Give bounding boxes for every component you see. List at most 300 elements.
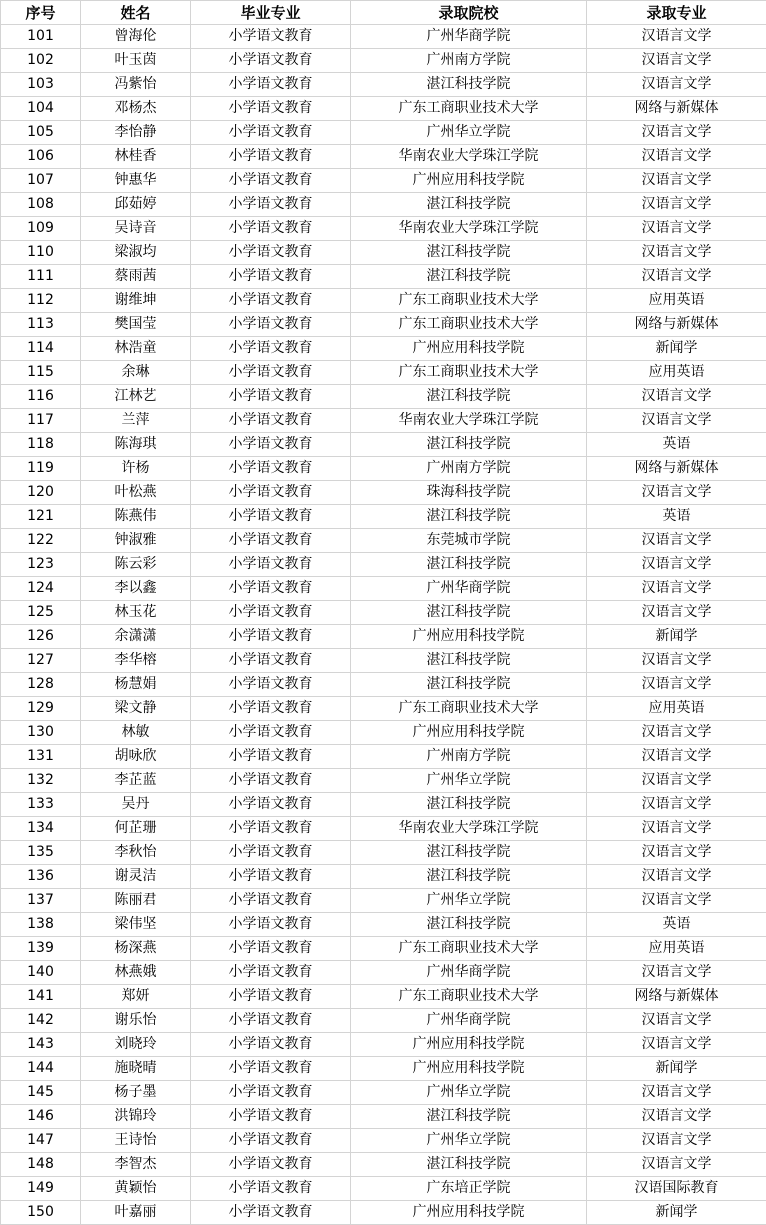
cell-admitted-major: 汉语言文学: [587, 529, 766, 553]
cell-name: 曾海伦: [81, 25, 191, 49]
cell-admitted-school: 广东工商职业技术大学: [351, 697, 587, 721]
cell-name: 李芷蓝: [81, 769, 191, 793]
cell-admitted-major: 新闻学: [587, 337, 766, 361]
cell-index: 112: [1, 289, 81, 313]
cell-graduation-major: 小学语文教育: [191, 625, 351, 649]
table-row: [1, 1009, 766, 1033]
cell-graduation-major: 小学语文教育: [191, 1201, 351, 1225]
cell-graduation-major: 小学语文教育: [191, 817, 351, 841]
table-row: [1, 25, 766, 49]
cell-admitted-school: 广州华立学院: [351, 769, 587, 793]
cell-index: 139: [1, 937, 81, 961]
table-row: [1, 193, 766, 217]
table-row: [1, 697, 766, 721]
cell-index: 117: [1, 409, 81, 433]
cell-admitted-school: 广州华立学院: [351, 1129, 587, 1153]
cell-admitted-major: 汉语言文学: [587, 649, 766, 673]
cell-admitted-school: 华南农业大学珠江学院: [351, 817, 587, 841]
cell-graduation-major: 小学语文教育: [191, 937, 351, 961]
table-row: [1, 361, 766, 385]
cell-name: 梁文静: [81, 697, 191, 721]
cell-index: 136: [1, 865, 81, 889]
cell-index: 104: [1, 97, 81, 121]
cell-graduation-major: 小学语文教育: [191, 793, 351, 817]
table-row: [1, 1033, 766, 1057]
cell-admitted-school: 湛江科技学院: [351, 193, 587, 217]
cell-admitted-school: 广州应用科技学院: [351, 625, 587, 649]
header-name: 姓名: [81, 1, 191, 25]
cell-admitted-major: 网络与新媒体: [587, 985, 766, 1009]
cell-name: 刘晓玲: [81, 1033, 191, 1057]
cell-index: 133: [1, 793, 81, 817]
cell-index: 144: [1, 1057, 81, 1081]
cell-graduation-major: 小学语文教育: [191, 673, 351, 697]
cell-graduation-major: 小学语文教育: [191, 265, 351, 289]
cell-graduation-major: 小学语文教育: [191, 169, 351, 193]
cell-name: 杨子墨: [81, 1081, 191, 1105]
cell-index: 146: [1, 1105, 81, 1129]
cell-name: 钟惠华: [81, 169, 191, 193]
cell-index: 109: [1, 217, 81, 241]
cell-name: 谢灵洁: [81, 865, 191, 889]
cell-name: 何芷珊: [81, 817, 191, 841]
cell-name: 谢维坤: [81, 289, 191, 313]
table-row: [1, 601, 766, 625]
cell-name: 胡咏欣: [81, 745, 191, 769]
cell-admitted-school: 湛江科技学院: [351, 649, 587, 673]
table-row: [1, 625, 766, 649]
cell-admitted-school: 广州华商学院: [351, 25, 587, 49]
cell-index: 107: [1, 169, 81, 193]
cell-admitted-major: 汉语言文学: [587, 553, 766, 577]
table-row: [1, 49, 766, 73]
table-row: [1, 793, 766, 817]
cell-index: 126: [1, 625, 81, 649]
cell-name: 黄颖怡: [81, 1177, 191, 1201]
cell-index: 135: [1, 841, 81, 865]
cell-admitted-major: 汉语言文学: [587, 841, 766, 865]
cell-graduation-major: 小学语文教育: [191, 313, 351, 337]
cell-index: 103: [1, 73, 81, 97]
cell-name: 林玉花: [81, 601, 191, 625]
table-row: [1, 1153, 766, 1177]
cell-name: 余琳: [81, 361, 191, 385]
cell-admitted-school: 湛江科技学院: [351, 913, 587, 937]
cell-admitted-school: 广州华商学院: [351, 577, 587, 601]
table-row: [1, 433, 766, 457]
cell-name: 李华榕: [81, 649, 191, 673]
cell-admitted-major: 汉语言文学: [587, 481, 766, 505]
table-row: [1, 865, 766, 889]
table-row: [1, 313, 766, 337]
cell-admitted-major: 汉语言文学: [587, 865, 766, 889]
table-row: [1, 721, 766, 745]
cell-name: 林敏: [81, 721, 191, 745]
table-row: [1, 529, 766, 553]
cell-index: 102: [1, 49, 81, 73]
cell-graduation-major: 小学语文教育: [191, 769, 351, 793]
table-row: [1, 1129, 766, 1153]
table-row: [1, 961, 766, 985]
table-row: [1, 121, 766, 145]
cell-graduation-major: 小学语文教育: [191, 73, 351, 97]
cell-name: 冯紫怡: [81, 73, 191, 97]
cell-graduation-major: 小学语文教育: [191, 985, 351, 1009]
cell-admitted-major: 网络与新媒体: [587, 97, 766, 121]
cell-graduation-major: 小学语文教育: [191, 1009, 351, 1033]
cell-admitted-major: 汉语言文学: [587, 265, 766, 289]
cell-index: 124: [1, 577, 81, 601]
cell-admitted-major: 汉语言文学: [587, 1105, 766, 1129]
cell-name: 叶松燕: [81, 481, 191, 505]
cell-admitted-major: 汉语言文学: [587, 1033, 766, 1057]
cell-admitted-school: 广州应用科技学院: [351, 337, 587, 361]
cell-index: 141: [1, 985, 81, 1009]
cell-name: 李秋怡: [81, 841, 191, 865]
table-row: [1, 481, 766, 505]
cell-admitted-major: 汉语言文学: [587, 745, 766, 769]
cell-index: 120: [1, 481, 81, 505]
cell-index: 122: [1, 529, 81, 553]
table-row: [1, 649, 766, 673]
cell-admitted-major: 汉语言文学: [587, 169, 766, 193]
cell-index: 123: [1, 553, 81, 577]
cell-admitted-major: 汉语言文学: [587, 217, 766, 241]
cell-graduation-major: 小学语文教育: [191, 1129, 351, 1153]
cell-admitted-school: 广东工商职业技术大学: [351, 985, 587, 1009]
table-row: [1, 673, 766, 697]
cell-admitted-major: 汉语言文学: [587, 1129, 766, 1153]
cell-admitted-school: 华南农业大学珠江学院: [351, 217, 587, 241]
table-row: [1, 145, 766, 169]
cell-admitted-major: 新闻学: [587, 1201, 766, 1225]
cell-graduation-major: 小学语文教育: [191, 97, 351, 121]
cell-admitted-major: 汉语言文学: [587, 409, 766, 433]
cell-admitted-major: 汉语言文学: [587, 673, 766, 697]
cell-name: 林桂香: [81, 145, 191, 169]
cell-name: 梁淑均: [81, 241, 191, 265]
cell-name: 杨慧娟: [81, 673, 191, 697]
cell-graduation-major: 小学语文教育: [191, 457, 351, 481]
cell-name: 王诗怡: [81, 1129, 191, 1153]
table-row: [1, 217, 766, 241]
cell-name: 吴诗音: [81, 217, 191, 241]
cell-admitted-major: 英语: [587, 505, 766, 529]
cell-graduation-major: 小学语文教育: [191, 529, 351, 553]
cell-index: 113: [1, 313, 81, 337]
cell-name: 陈海琪: [81, 433, 191, 457]
cell-admitted-school: 广州应用科技学院: [351, 721, 587, 745]
cell-index: 137: [1, 889, 81, 913]
table-row: [1, 505, 766, 529]
table-row: [1, 841, 766, 865]
cell-name: 林燕娥: [81, 961, 191, 985]
cell-graduation-major: 小学语文教育: [191, 217, 351, 241]
cell-admitted-school: 湛江科技学院: [351, 241, 587, 265]
cell-graduation-major: 小学语文教育: [191, 193, 351, 217]
table-row: [1, 337, 766, 361]
table-row: [1, 169, 766, 193]
cell-admitted-school: 东莞城市学院: [351, 529, 587, 553]
cell-graduation-major: 小学语文教育: [191, 337, 351, 361]
cell-admitted-major: 汉语言文学: [587, 793, 766, 817]
cell-graduation-major: 小学语文教育: [191, 25, 351, 49]
cell-admitted-school: 广东工商职业技术大学: [351, 289, 587, 313]
cell-name: 郑妍: [81, 985, 191, 1009]
table-row: [1, 409, 766, 433]
cell-admitted-major: 应用英语: [587, 289, 766, 313]
cell-index: 150: [1, 1201, 81, 1225]
cell-name: 洪锦玲: [81, 1105, 191, 1129]
cell-index: 129: [1, 697, 81, 721]
cell-admitted-school: 广东培正学院: [351, 1177, 587, 1201]
cell-graduation-major: 小学语文教育: [191, 1033, 351, 1057]
cell-admitted-school: 广州应用科技学院: [351, 169, 587, 193]
cell-graduation-major: 小学语文教育: [191, 49, 351, 73]
header-admitted-school: 录取院校: [351, 1, 587, 25]
table-body: [1, 25, 766, 1225]
cell-admitted-school: 广州南方学院: [351, 745, 587, 769]
cell-graduation-major: 小学语文教育: [191, 481, 351, 505]
cell-graduation-major: 小学语文教育: [191, 409, 351, 433]
cell-graduation-major: 小学语文教育: [191, 1105, 351, 1129]
cell-index: 121: [1, 505, 81, 529]
cell-name: 蔡雨茜: [81, 265, 191, 289]
cell-admitted-school: 广州华立学院: [351, 889, 587, 913]
cell-name: 李智杰: [81, 1153, 191, 1177]
table-row: [1, 577, 766, 601]
cell-graduation-major: 小学语文教育: [191, 865, 351, 889]
cell-admitted-major: 汉语言文学: [587, 721, 766, 745]
cell-admitted-major: 网络与新媒体: [587, 457, 766, 481]
cell-name: 梁伟坚: [81, 913, 191, 937]
cell-graduation-major: 小学语文教育: [191, 145, 351, 169]
cell-admitted-major: 汉语国际教育: [587, 1177, 766, 1201]
cell-admitted-school: 广州应用科技学院: [351, 1057, 587, 1081]
cell-admitted-school: 湛江科技学院: [351, 1153, 587, 1177]
cell-name: 叶嘉丽: [81, 1201, 191, 1225]
cell-admitted-school: 湛江科技学院: [351, 1105, 587, 1129]
cell-admitted-school: 广东工商职业技术大学: [351, 97, 587, 121]
cell-name: 陈丽君: [81, 889, 191, 913]
table-row: [1, 553, 766, 577]
cell-admitted-major: 汉语言文学: [587, 145, 766, 169]
cell-graduation-major: 小学语文教育: [191, 121, 351, 145]
cell-graduation-major: 小学语文教育: [191, 385, 351, 409]
cell-admitted-school: 珠海科技学院: [351, 481, 587, 505]
cell-index: 110: [1, 241, 81, 265]
table-row: [1, 1201, 766, 1225]
cell-name: 邱茹婷: [81, 193, 191, 217]
table-row: [1, 913, 766, 937]
table-row: [1, 769, 766, 793]
cell-admitted-school: 广州华商学院: [351, 1009, 587, 1033]
cell-admitted-school: 湛江科技学院: [351, 385, 587, 409]
cell-index: 127: [1, 649, 81, 673]
table-row: [1, 817, 766, 841]
cell-admitted-school: 湛江科技学院: [351, 73, 587, 97]
cell-graduation-major: 小学语文教育: [191, 889, 351, 913]
cell-graduation-major: 小学语文教育: [191, 601, 351, 625]
cell-admitted-major: 应用英语: [587, 697, 766, 721]
cell-index: 125: [1, 601, 81, 625]
table-row: [1, 73, 766, 97]
table-row: [1, 457, 766, 481]
cell-graduation-major: 小学语文教育: [191, 745, 351, 769]
cell-admitted-school: 广州应用科技学院: [351, 1033, 587, 1057]
cell-admitted-major: 汉语言文学: [587, 577, 766, 601]
cell-name: 余潇潇: [81, 625, 191, 649]
cell-graduation-major: 小学语文教育: [191, 841, 351, 865]
cell-admitted-major: 汉语言文学: [587, 1009, 766, 1033]
cell-index: 140: [1, 961, 81, 985]
cell-admitted-school: 湛江科技学院: [351, 793, 587, 817]
cell-graduation-major: 小学语文教育: [191, 553, 351, 577]
cell-index: 148: [1, 1153, 81, 1177]
cell-admitted-school: 湛江科技学院: [351, 433, 587, 457]
header-admitted-major: 录取专业: [587, 1, 766, 25]
cell-name: 谢乐怡: [81, 1009, 191, 1033]
cell-admitted-major: 汉语言文学: [587, 1081, 766, 1105]
cell-admitted-major: 汉语言文学: [587, 1153, 766, 1177]
cell-admitted-major: 新闻学: [587, 1057, 766, 1081]
cell-name: 李怡静: [81, 121, 191, 145]
cell-graduation-major: 小学语文教育: [191, 505, 351, 529]
cell-index: 131: [1, 745, 81, 769]
cell-index: 149: [1, 1177, 81, 1201]
cell-graduation-major: 小学语文教育: [191, 241, 351, 265]
header-graduation-major: 毕业专业: [191, 1, 351, 25]
cell-admitted-school: 华南农业大学珠江学院: [351, 409, 587, 433]
table-row: [1, 97, 766, 121]
cell-graduation-major: 小学语文教育: [191, 1057, 351, 1081]
table-row: [1, 385, 766, 409]
cell-graduation-major: 小学语文教育: [191, 697, 351, 721]
table-row: [1, 1105, 766, 1129]
cell-admitted-school: 湛江科技学院: [351, 841, 587, 865]
cell-index: 115: [1, 361, 81, 385]
cell-admitted-major: 新闻学: [587, 625, 766, 649]
table-row: [1, 889, 766, 913]
cell-name: 樊国莹: [81, 313, 191, 337]
cell-admitted-school: 湛江科技学院: [351, 265, 587, 289]
cell-name: 钟淑雅: [81, 529, 191, 553]
header-row: [1, 1, 766, 25]
cell-admitted-major: 汉语言文学: [587, 385, 766, 409]
table-row: [1, 241, 766, 265]
cell-index: 142: [1, 1009, 81, 1033]
cell-graduation-major: 小学语文教育: [191, 649, 351, 673]
cell-admitted-school: 广东工商职业技术大学: [351, 313, 587, 337]
cell-index: 114: [1, 337, 81, 361]
cell-admitted-major: 汉语言文学: [587, 193, 766, 217]
cell-admitted-major: 汉语言文学: [587, 73, 766, 97]
cell-index: 106: [1, 145, 81, 169]
cell-admitted-major: 英语: [587, 433, 766, 457]
cell-admitted-major: 汉语言文学: [587, 241, 766, 265]
cell-admitted-major: 网络与新媒体: [587, 313, 766, 337]
cell-index: 132: [1, 769, 81, 793]
cell-admitted-major: 汉语言文学: [587, 769, 766, 793]
cell-index: 138: [1, 913, 81, 937]
cell-index: 101: [1, 25, 81, 49]
cell-admitted-school: 湛江科技学院: [351, 553, 587, 577]
table-row: [1, 1177, 766, 1201]
cell-index: 130: [1, 721, 81, 745]
cell-admitted-school: 广州华商学院: [351, 961, 587, 985]
cell-graduation-major: 小学语文教育: [191, 361, 351, 385]
cell-index: 118: [1, 433, 81, 457]
cell-name: 许杨: [81, 457, 191, 481]
cell-index: 105: [1, 121, 81, 145]
cell-name: 叶玉茵: [81, 49, 191, 73]
cell-admitted-major: 应用英语: [587, 937, 766, 961]
cell-admitted-school: 广州华立学院: [351, 1081, 587, 1105]
table-row: [1, 289, 766, 313]
cell-graduation-major: 小学语文教育: [191, 961, 351, 985]
cell-admitted-school: 广州南方学院: [351, 457, 587, 481]
cell-name: 李以鑫: [81, 577, 191, 601]
cell-admitted-school: 广东工商职业技术大学: [351, 937, 587, 961]
cell-index: 116: [1, 385, 81, 409]
cell-index: 143: [1, 1033, 81, 1057]
header-index: 序号: [1, 1, 81, 25]
table-row: [1, 1081, 766, 1105]
cell-name: 陈云彩: [81, 553, 191, 577]
cell-index: 119: [1, 457, 81, 481]
cell-name: 吴丹: [81, 793, 191, 817]
table-row: [1, 1057, 766, 1081]
cell-graduation-major: 小学语文教育: [191, 721, 351, 745]
cell-name: 兰萍: [81, 409, 191, 433]
cell-graduation-major: 小学语文教育: [191, 913, 351, 937]
cell-name: 江林艺: [81, 385, 191, 409]
cell-admitted-school: 广州应用科技学院: [351, 1201, 587, 1225]
cell-graduation-major: 小学语文教育: [191, 577, 351, 601]
table-row: [1, 937, 766, 961]
table-row: [1, 985, 766, 1009]
cell-index: 145: [1, 1081, 81, 1105]
cell-admitted-major: 汉语言文学: [587, 817, 766, 841]
cell-index: 111: [1, 265, 81, 289]
table-row: [1, 265, 766, 289]
cell-admitted-major: 英语: [587, 913, 766, 937]
cell-index: 128: [1, 673, 81, 697]
cell-index: 108: [1, 193, 81, 217]
cell-admitted-school: 湛江科技学院: [351, 505, 587, 529]
cell-name: 邓杨杰: [81, 97, 191, 121]
cell-index: 147: [1, 1129, 81, 1153]
cell-graduation-major: 小学语文教育: [191, 1153, 351, 1177]
cell-admitted-major: 汉语言文学: [587, 49, 766, 73]
cell-admitted-school: 华南农业大学珠江学院: [351, 145, 587, 169]
cell-admitted-school: 湛江科技学院: [351, 673, 587, 697]
cell-graduation-major: 小学语文教育: [191, 289, 351, 313]
cell-admitted-school: 湛江科技学院: [351, 601, 587, 625]
cell-admitted-school: 广州南方学院: [351, 49, 587, 73]
cell-admitted-school: 广州华立学院: [351, 121, 587, 145]
cell-graduation-major: 小学语文教育: [191, 1177, 351, 1201]
cell-admitted-major: 汉语言文学: [587, 961, 766, 985]
cell-name: 陈燕伟: [81, 505, 191, 529]
cell-admitted-major: 汉语言文学: [587, 889, 766, 913]
cell-admitted-major: 汉语言文学: [587, 121, 766, 145]
cell-graduation-major: 小学语文教育: [191, 1081, 351, 1105]
cell-admitted-major: 汉语言文学: [587, 601, 766, 625]
cell-admitted-school: 湛江科技学院: [351, 865, 587, 889]
table-row: [1, 745, 766, 769]
cell-name: 林浩童: [81, 337, 191, 361]
